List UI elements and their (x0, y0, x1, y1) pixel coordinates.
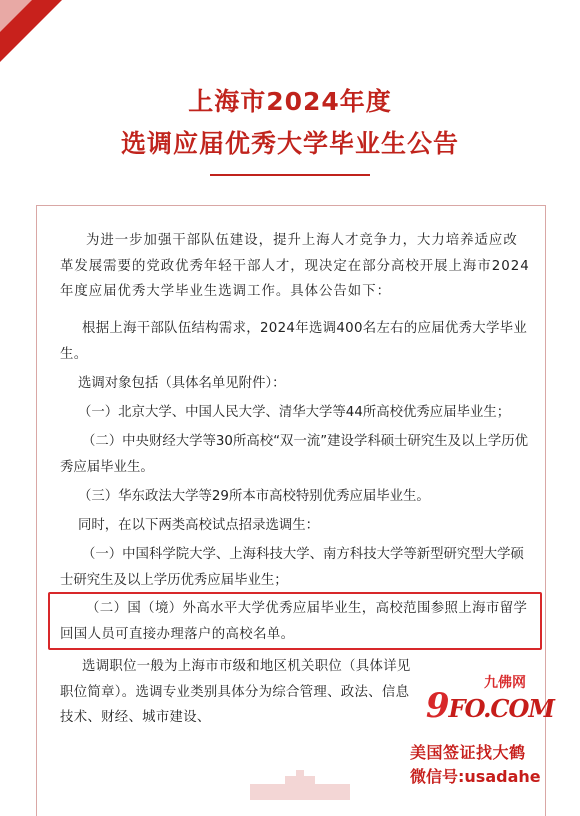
target-item-3: （三）华东政法大学等29所本市高校特别优秀应届毕业生。 (78, 489, 430, 504)
watermark-logo (420, 672, 570, 742)
target-item-1: （一）北京大学、中国人民大学、清华大学等44所高校优秀应届毕业生； (78, 405, 511, 420)
quota-paragraph: 根据上海干部队伍结构需求，2024年选调400名左右的应届优秀大学毕业生。 (60, 321, 528, 362)
corner-decoration-light (0, 0, 32, 32)
watermark-line-1: 美国签证找大鹤 (410, 743, 526, 762)
targets-intro: 选调对象包括（具体名单见附件）： (78, 376, 286, 391)
target-item-2: （二）中央财经大学等30所高校“双一流”建设学科硕士研究生及以上学历优秀应届毕业生。 (60, 434, 529, 475)
building-silhouette-icon (240, 770, 360, 800)
title-divider (210, 174, 370, 176)
positions-paragraph: 选调职位一般为上海市市级和地区机关职位（具体详见职位简章）。选调专业类别具体分为综合管理、政法、信息技术、财经、城市建设、 (60, 659, 411, 725)
page-title-line-1: 上海市2024年度 (188, 87, 392, 116)
pilot-item-2: （二）国（境）外高水平大学优秀应届毕业生，高校范围参照上海市留学回国人员可直接办理落户的高校名单。 (60, 601, 528, 642)
watermark-domain: 9FO.COM (425, 686, 554, 726)
watermark-line-2: 微信号:usadahe (410, 767, 541, 786)
intro-paragraph: 为进一步加强干部队伍建设，提升上海人才竞争力，大力培养适应改革发展需要的党政优秀年轻干部人才，现决定在部分高校开展上海市2024年度应届优秀大学毕业生选调工作。具体公告如下： (60, 233, 530, 299)
watermark-site-name: 九佛网 (484, 675, 526, 691)
pilot-item-1: （一）中国科学院大学、上海科技大学、南方科技大学等新型研究型大学硕士研究生及以上学历优秀应届毕业生； (60, 547, 524, 588)
pilot-intro: 同时，在以下两类高校试点招录选调生： (78, 518, 320, 533)
page-title-line-2: 选调应届优秀大学毕业生公告 (120, 129, 459, 158)
